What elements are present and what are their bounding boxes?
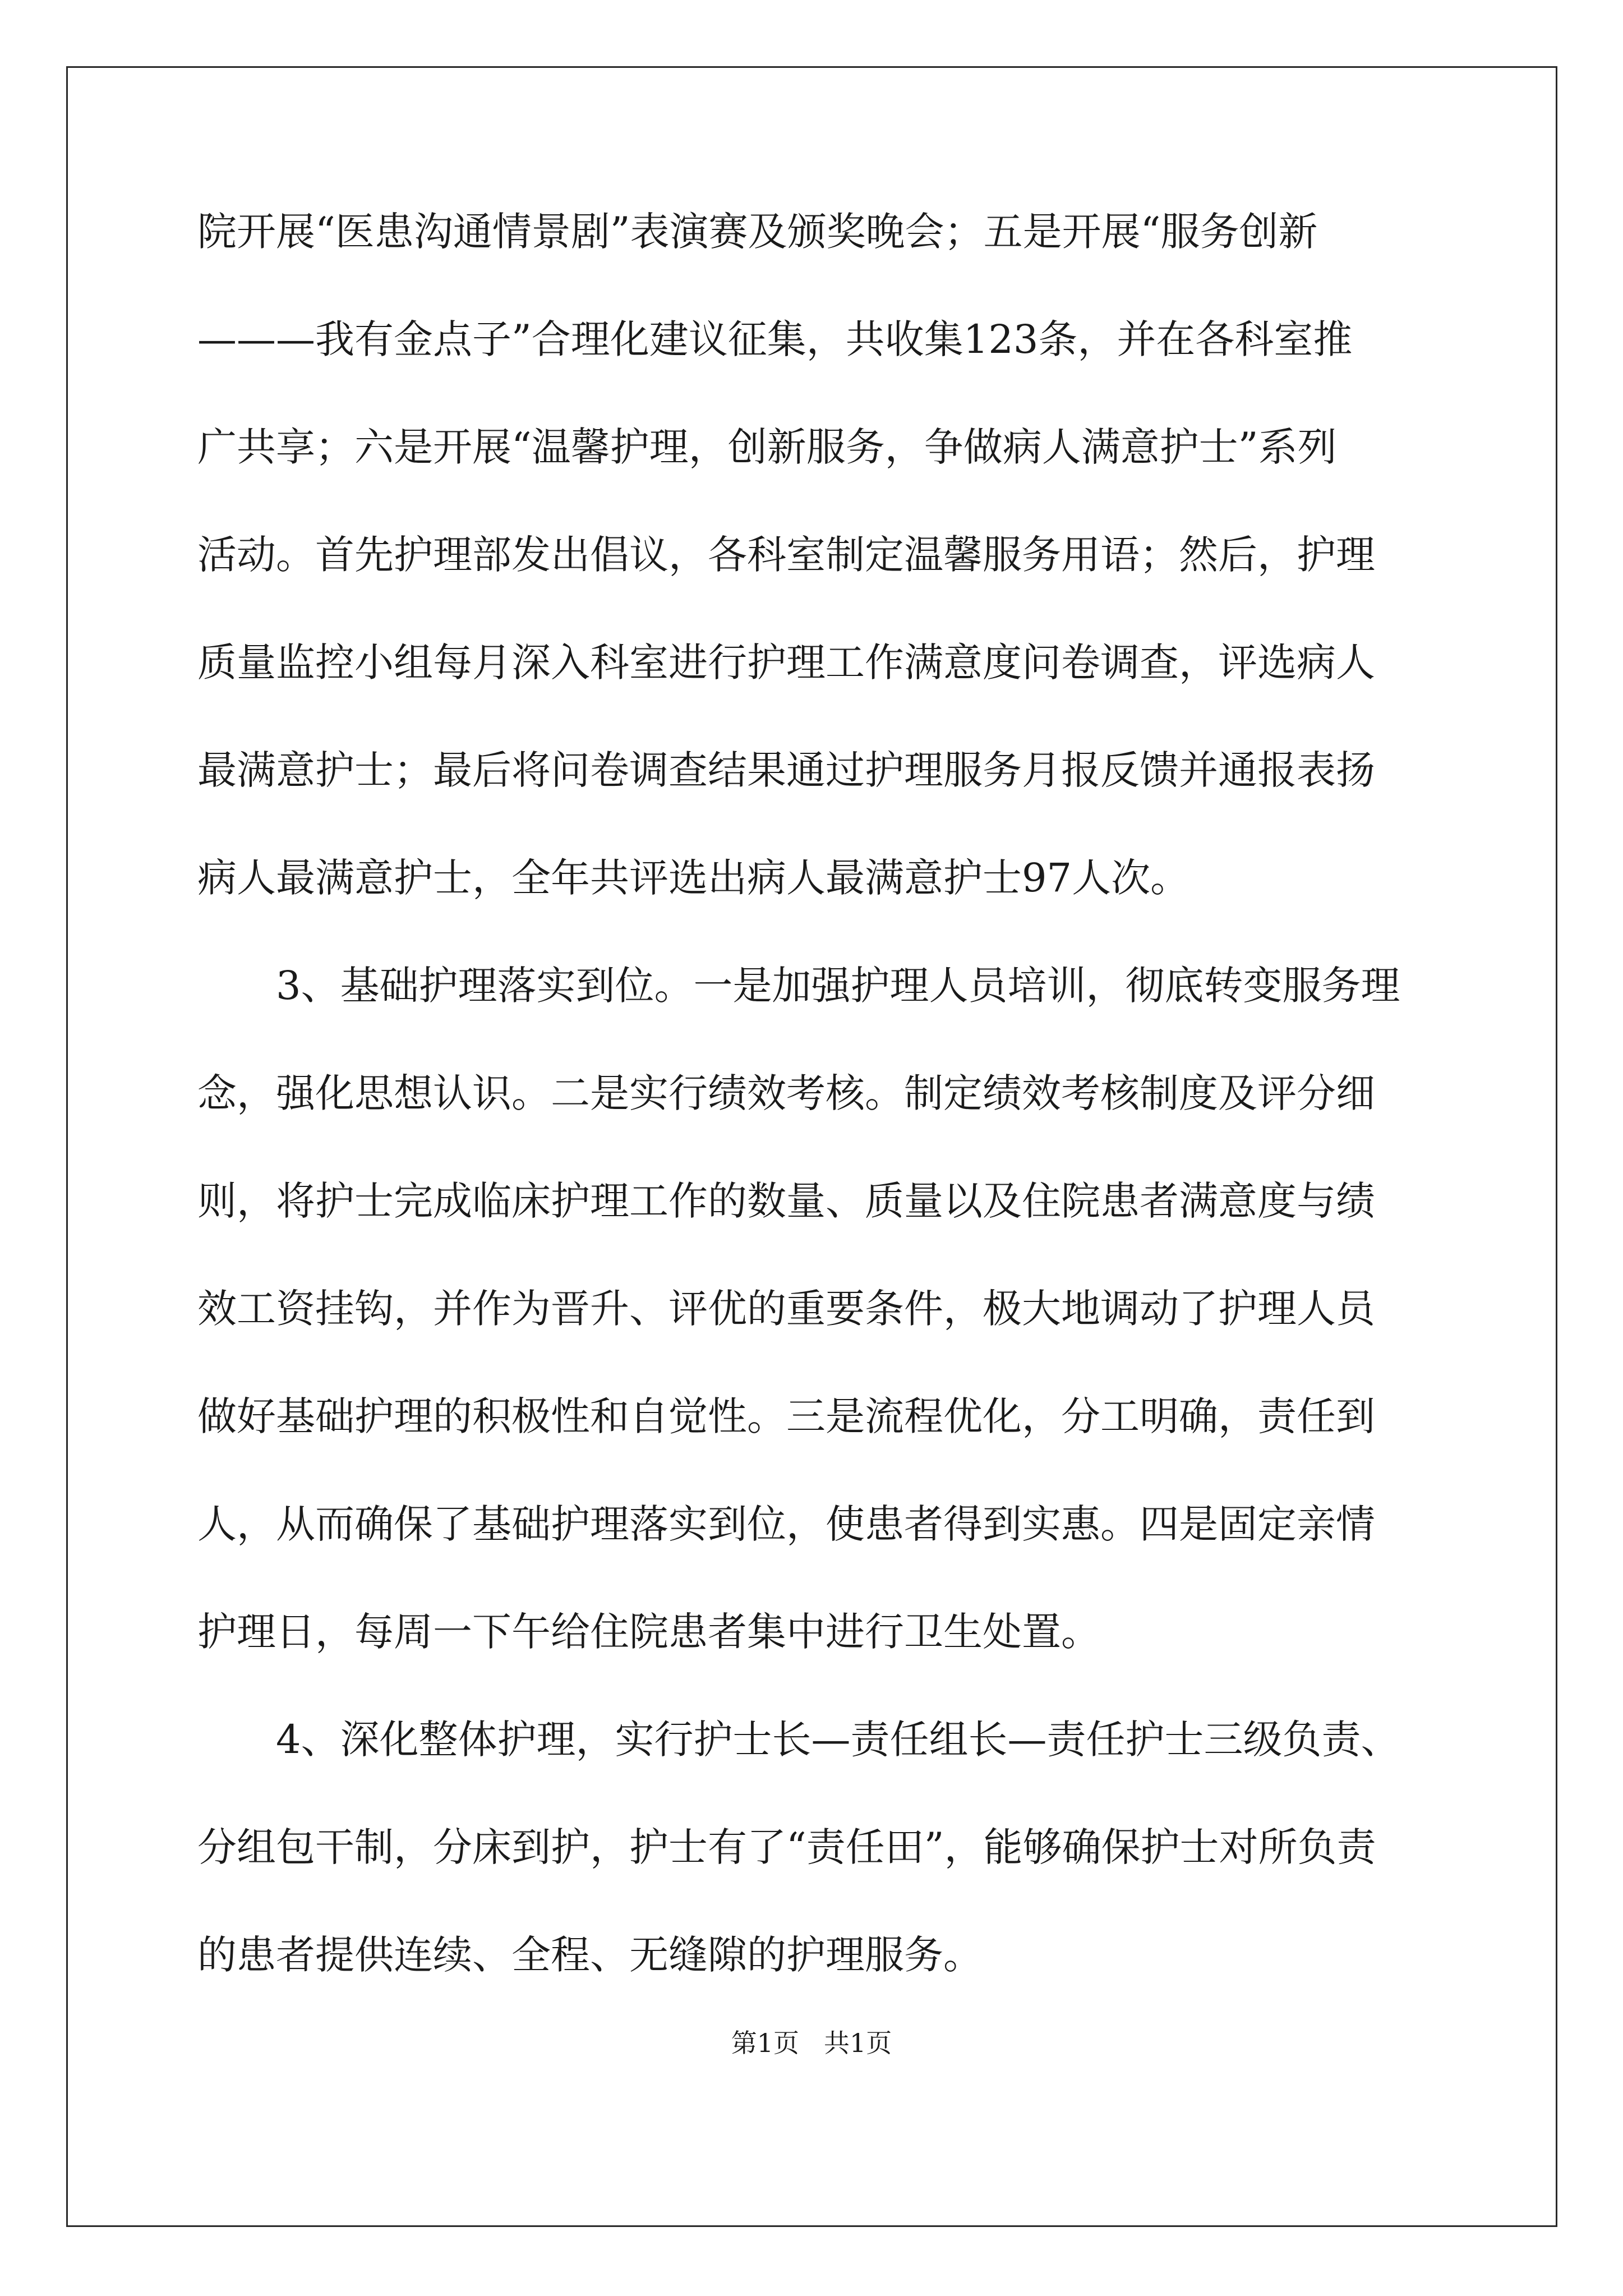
text-line: 病人最满意护士，全年共评选出病人最满意护士97人次。 xyxy=(197,855,1190,901)
text-line: 人，从而确保了基础护理落实到位，使患者得到实惠。四是固定亲情 xyxy=(197,1501,1375,1547)
document-body xyxy=(197,201,1431,2032)
text-line: 效工资挂钩，并作为晋升、评优的重要条件，极大地调动了护理人员 xyxy=(197,1286,1375,1332)
text-line: 则，将护士完成临床护理工作的数量、质量以及住院患者满意度与绩 xyxy=(197,1178,1375,1224)
text-line: 护理日，每周一下午给住院患者集中进行卫生处置。 xyxy=(197,1609,1100,1655)
page-total: 共1页 xyxy=(823,2028,892,2058)
page-footer xyxy=(0,2026,1623,2060)
paragraph-4-start: 4、深化整体护理，实行护士长—责任组长—责任护士三级负责、 xyxy=(276,1717,1400,1763)
text-line: 最满意护士；最后将问卷调查结果通过护理服务月报反馈并通报表扬 xyxy=(197,747,1375,793)
text-line: 广共享；六是开展“温馨护理，创新服务，争做病人满意护士”系列 xyxy=(197,424,1337,470)
text-line: 分组包干制，分床到护，护士有了“责任田”，能够确保护士对所负责 xyxy=(197,1824,1376,1870)
text-line: 做好基础护理的积极性和自觉性。三是流程优化，分工明确，责任到 xyxy=(197,1393,1375,1439)
text-line: 的患者提供连续、全程、无缝隙的护理服务。 xyxy=(197,1932,983,1978)
paragraph-3-start: 3、基础护理落实到位。一是加强护理人员培训，彻底转变服务理 xyxy=(276,963,1400,1009)
page-number: 第1页 xyxy=(731,2028,800,2058)
text-line: 念，强化思想认识。二是实行绩效考核。制定绩效考核制度及评分细 xyxy=(197,1070,1375,1116)
text-line: 质量监控小组每月深入科室进行护理工作满意度问卷调查，评选病人 xyxy=(197,639,1375,685)
text-line: 活动。首先护理部发出倡议，各科室制定温馨服务用语；然后，护理 xyxy=(197,532,1375,578)
text-line: ———我有金点子”合理化建议征集，共收集123条，并在各科室推 xyxy=(197,316,1353,362)
text-line: 院开展“医患沟通情景剧”表演赛及颁奖晚会；五是开展“服务创新 xyxy=(197,209,1318,255)
